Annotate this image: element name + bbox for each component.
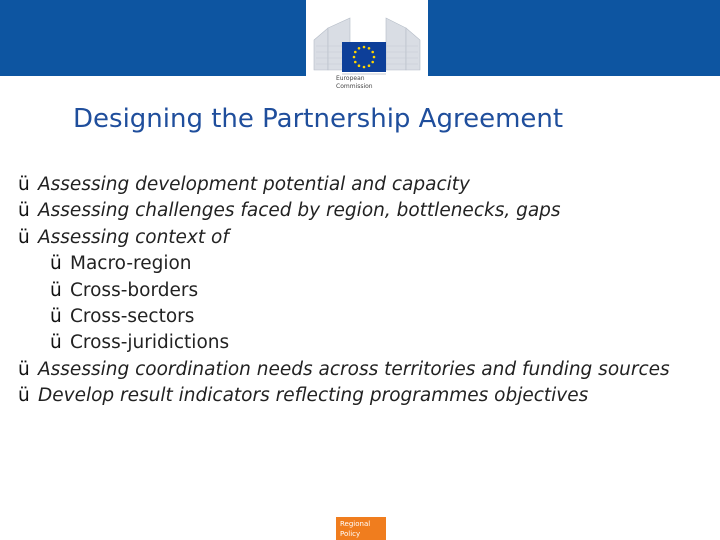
check-icon: ü [50,306,62,327]
sub-bullet-item [50,332,229,353]
bullet-item [18,200,561,221]
check-icon: ü [18,359,30,380]
logo-org-line2: Commission [336,83,373,90]
slide-title: Designing the Partnership Agreement [73,104,564,134]
bullet-item [18,174,470,195]
bullet-item [18,385,588,406]
check-icon: ü [50,253,62,274]
bullet-item [18,359,670,380]
check-icon: ü [18,385,30,406]
check-icon: ü [50,280,62,301]
bullet-text: Develop result indicators reflecting programmes objectives [38,385,589,406]
bullet-text: Assessing challenges faced by region, bottlenecks, gaps [38,200,561,221]
check-icon: ü [18,227,30,248]
check-icon: ü [18,200,30,221]
logo-org-line1: European [336,75,365,82]
sub-bullet-item [50,253,192,274]
sub-bullet-text: Cross-borders [70,280,199,301]
bullet-item [18,227,229,248]
logo-caption [336,75,373,91]
sub-bullet-item [50,280,198,301]
check-icon: ü [50,332,62,353]
sub-bullet-item [50,306,194,327]
bullet-text: Assessing development potential and capacity [38,174,470,195]
badge-line1: Regional [340,520,371,528]
sub-bullet-text: Macro-region [70,253,192,274]
sub-bullet-text: Cross-sectors [70,306,195,327]
badge-line2: Policy [340,530,361,538]
regional-policy-badge [336,517,386,540]
bullet-text: Assessing coordination needs across territories and funding sources [38,359,670,380]
check-icon: ü [18,174,30,195]
european-commission-logo [306,0,428,100]
sub-bullet-text: Cross-juridictions [70,332,230,353]
bullet-text: Assessing context of [38,227,229,248]
